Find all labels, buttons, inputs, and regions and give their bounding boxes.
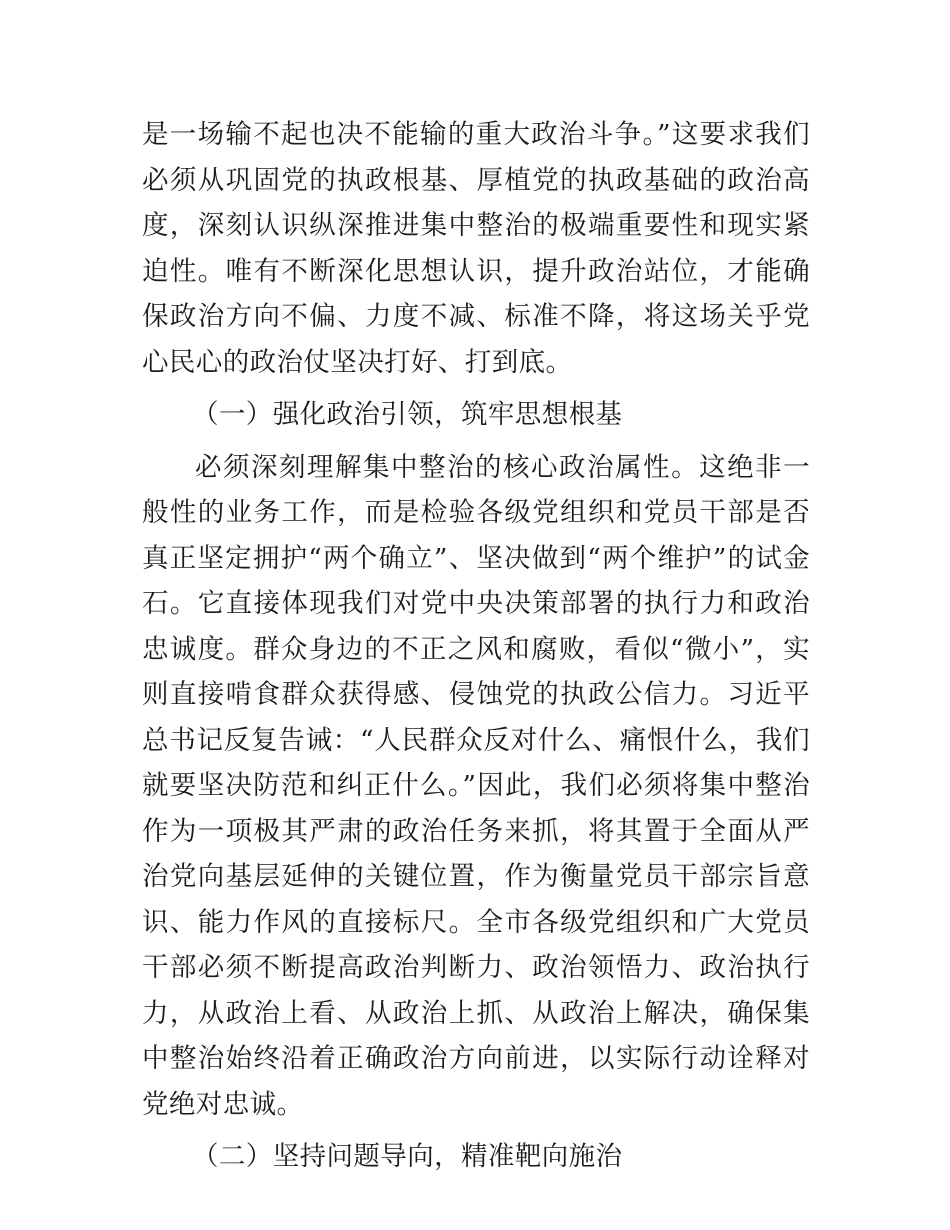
paragraph-body: 必须深刻理解集中整治的核心政治属性。这绝非一般性的业务工作，而是检验各级党组织和党员干部是否真正坚定拥护“两个确立”、坚决做到“两个维护”的试金石。它直接体现我们对党中央决策部署的执行力和政治忠诚度。群众身边的不正之风和腐败，看似“微小”，实则直接啃食群众获得感、侵蚀党的执政公信力。习近平总书记反复告诫：“人民群众反对什么、痛恨什么，我们就要坚决防范和纠正什么。”因此，我们必须将集中整治作为一项极其严肃的政治任务来抓，将其置于全面从严治党向基层延伸的关键位置，作为衡量党员干部宗旨意识、能力作风的直接标尺。全市各级党组织和广大党员干部必须不断提高政治判断力、政治领悟力、政治执行力，从政治上看、从政治上抓、从政治上解决，确保集中整治始终沿着正确政治方向前进，以实际行动诠释对党绝对忠诚。 [142,451,810,1120]
paragraph-continuation: 是一场输不起也决不能输的重大政治斗争。”这要求我们必须从巩固党的执政根基、厚植党的执政基础的政治高度，深刻认识纵深推进集中整治的极端重要性和现实紧迫性。唯有不断深化思想认识，提升政治站位，才能确保政治方向不偏、力度不减、标准不降，将这场关乎党心民心的政治仗坚决打好、打到底。 [142,119,810,378]
section-heading-2: （二）坚持问题导向，精准靶向施治 [192,1141,623,1172]
section-heading-1: （一）强化政治引领，筑牢思想根基 [192,399,623,430]
document-body [142,112,810,1180]
